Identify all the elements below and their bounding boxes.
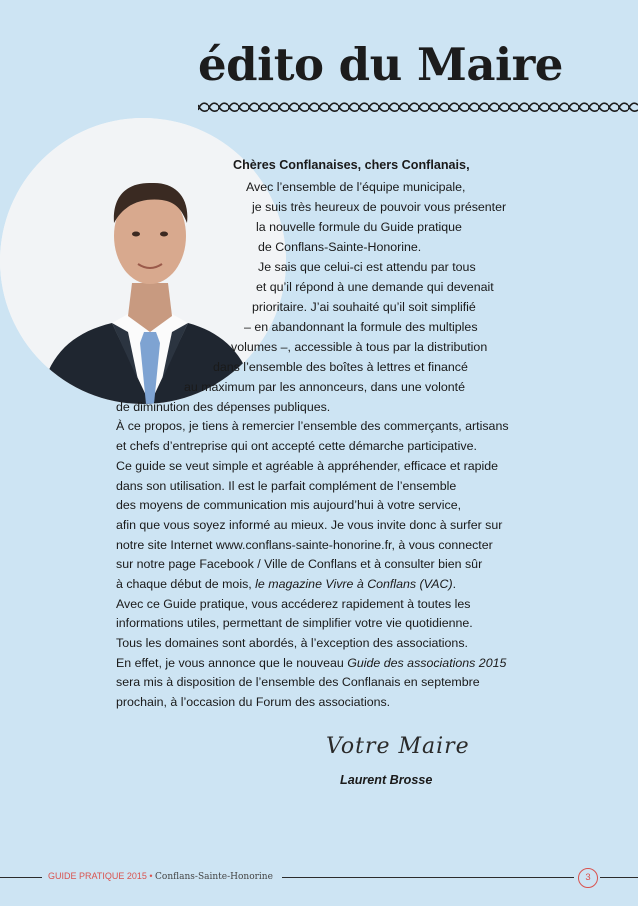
letter-line: Avec ce Guide pratique, vous accéderez rapidement à toutes les <box>116 597 471 611</box>
letter-line: de diminution des dépenses publiques. <box>116 400 331 414</box>
letter-line: et chefs d’entreprise qui ont accepté cette démarche participative. <box>116 439 477 453</box>
letter-line: au maximum par les annonceurs, dans une volonté <box>184 380 466 394</box>
footer-caption <box>48 871 273 882</box>
letter-line: la nouvelle formule du Guide pratique <box>256 220 462 234</box>
footer-guide: GUIDE PRATIQUE 2015 <box>48 871 147 881</box>
letter-line: dans son utilisation. Il est le parfait complément de l’ensemble <box>116 479 457 493</box>
letter-line: de Conflans-Sainte-Honorine. <box>258 240 422 254</box>
letter-line: dans l’ensemble des boîtes à lettres et financé <box>213 360 468 374</box>
letter-line <box>116 578 456 590</box>
handwritten-signature: Votre Maire <box>326 734 470 759</box>
letter-line: sera mis à disposition de l’ensemble des Conflanais en septembre <box>116 675 480 689</box>
letter-line: Je sais que celui-ci est attendu par tous <box>258 260 476 274</box>
letter-line: des moyens de communication mis aujourd’hui à votre service, <box>116 498 462 512</box>
footer-rule-right <box>600 877 638 878</box>
line-text: En effet, je vous annonce que le nouveau <box>116 656 348 670</box>
letter-line: et qu’il répond à une demande qui devenait <box>256 280 494 294</box>
footer-rule-left <box>0 877 42 878</box>
letter-line: – en abandonnant la formule des multiples <box>244 320 478 334</box>
letter-line: Tous les domaines sont abordés, à l’exception des associations. <box>116 636 468 650</box>
letter-line: informations utiles, permettant de simplifier votre vie quotidienne. <box>116 616 473 630</box>
letter-line: prioritaire. J’ai souhaité qu’il soit simplifié <box>252 300 476 314</box>
guide-title: Guide des associations 2015 <box>347 656 507 670</box>
footer-separator: • <box>146 871 156 881</box>
letter-line: Avec l’ensemble de l’équipe municipale, <box>246 180 466 194</box>
letter-line: sur notre page Facebook / Ville de Conflans et à consulter bien sûr <box>116 557 483 571</box>
letter-greeting: Chères Conflanaises, chers Conflanais, <box>233 158 470 172</box>
signer-name: Laurent Brosse <box>340 773 433 787</box>
footer-rule-middle <box>282 877 574 878</box>
line-text: à chaque début de mois, <box>116 577 256 591</box>
letter-line: volumes –, accessible à tous par la distribution <box>231 340 488 354</box>
page-title: édito du Maire <box>198 38 563 91</box>
footer-town: Conflans-Sainte-Honorine <box>155 872 273 882</box>
letter-line: prochain, à l’occasion du Forum des associations. <box>116 695 391 709</box>
letter-line: À ce propos, je tiens à remercier l’ensemble des commerçants, artisans <box>116 419 509 433</box>
letter-line: je suis très heureux de pouvoir vous présenter <box>252 200 507 214</box>
letter-line: notre site Internet www.conflans-sainte-honorine.fr, à vous connecter <box>116 538 493 552</box>
line-text: . <box>452 577 457 591</box>
page-number: 3 <box>578 868 598 888</box>
letter-line <box>116 657 506 669</box>
decorative-rope-divider <box>198 101 638 113</box>
letter-line: afin que vous soyez informé au mieux. Je vous invite donc à surfer sur <box>116 518 503 532</box>
letter-line: Ce guide se veut simple et agréable à appréhender, efficace et rapide <box>116 459 499 473</box>
magazine-title: le magazine Vivre à Conflans (VAC) <box>255 577 453 591</box>
